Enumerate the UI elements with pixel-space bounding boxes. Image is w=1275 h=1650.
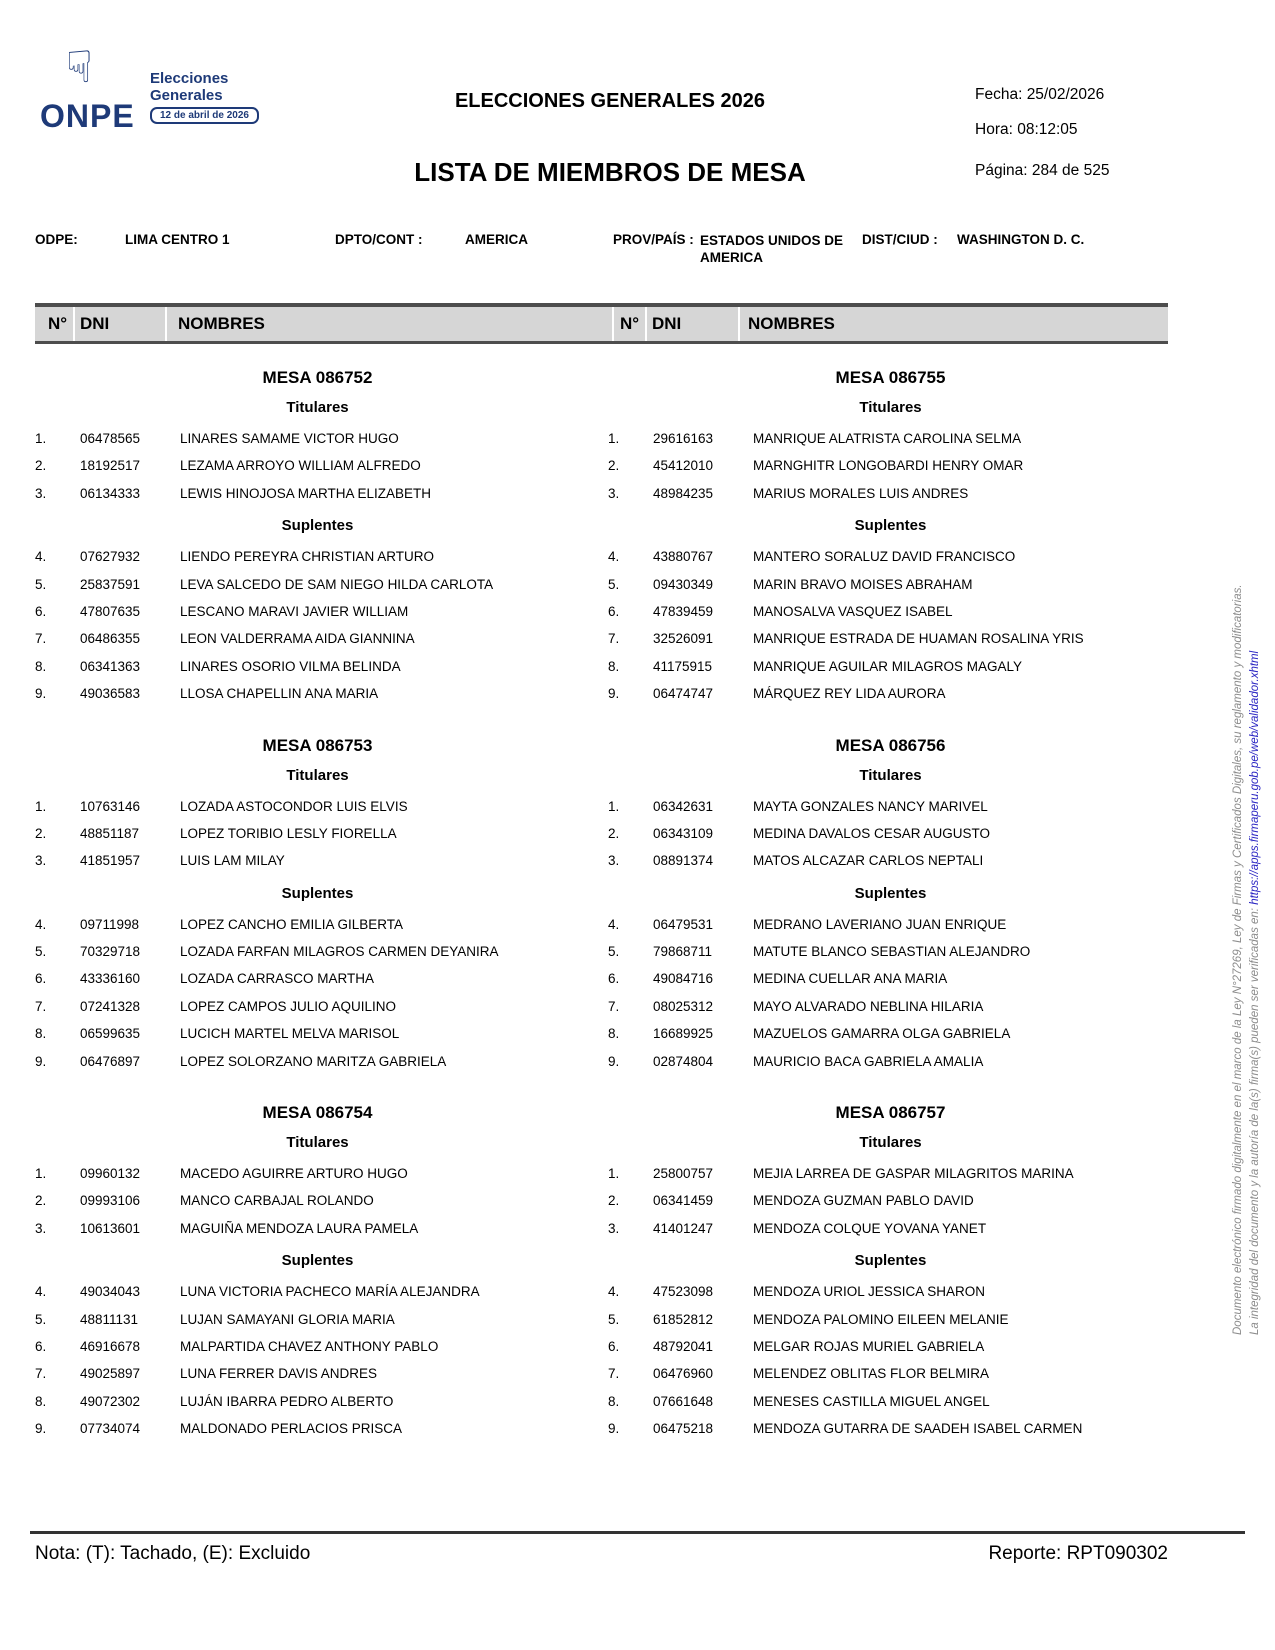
member-name: LOPEZ CAMPOS JULIO AQUILINO: [180, 998, 397, 1014]
member-num: 1.: [35, 431, 47, 446]
member-row: [35, 658, 600, 685]
member-num: 9.: [35, 686, 47, 702]
page-subtitle: LISTA DE MIEMBROS DE MESA: [414, 157, 806, 187]
member-name: MANRIQUE ALATRISTA CAROLINA SELMA: [753, 431, 1022, 446]
member-num: 5.: [608, 576, 620, 592]
member-dni: 49034043: [80, 1284, 141, 1300]
member-row: [35, 916, 600, 943]
member-name: MARNGHITR LONGOBARDI HENRY OMAR: [753, 458, 1024, 474]
member-row: [608, 998, 1173, 1025]
column-separator: [645, 307, 647, 341]
dist-label: DIST/CIUD :: [862, 232, 938, 247]
member-num: 7.: [35, 1366, 47, 1382]
member-num: 6.: [608, 603, 620, 619]
member-row: [35, 1025, 600, 1052]
odpe-value: LIMA CENTRO 1: [125, 232, 230, 247]
member-dni: 06134333: [80, 485, 141, 501]
mesa-column: [608, 352, 1173, 1448]
member-list: [35, 798, 600, 880]
member-name: MELENDEZ OBLITAS FLOR BELMIRA: [753, 1366, 990, 1382]
member-name: LOZADA ASTOCONDOR LUIS ELVIS: [180, 798, 408, 814]
member-name: MENDOZA PALOMINO EILEEN MELANIE: [753, 1311, 1009, 1327]
member-row: [608, 603, 1173, 630]
member-row: [35, 998, 600, 1025]
column-separator: [738, 307, 740, 341]
member-dni: 06476960: [653, 1366, 714, 1382]
group-label: Suplentes: [281, 1252, 354, 1270]
member-num: 2.: [608, 1193, 620, 1209]
member-name: MEJIA LARREA DE GASPAR MILAGRITOS MARINA: [753, 1166, 1074, 1182]
onpe-logo: [40, 43, 270, 140]
member-num: 2.: [35, 825, 47, 841]
member-row: [35, 1365, 600, 1392]
validator-link[interactable]: https://apps.firmaperu.gob.pe/web/validador.xhtml: [1249, 650, 1261, 905]
member-num: 4.: [35, 1284, 47, 1300]
member-num: 8.: [608, 1026, 620, 1042]
group-label: Suplentes: [854, 1252, 927, 1270]
member-dni: 02874804: [653, 1053, 714, 1069]
member-list: [35, 1165, 600, 1247]
table-header-bar: [35, 303, 1168, 344]
member-dni: 06341363: [80, 658, 141, 674]
mesa-block: [608, 736, 1173, 1081]
member-num: 9.: [35, 1053, 47, 1069]
group-label: Titulares: [859, 766, 922, 784]
member-name: LUJAN SAMAYANI GLORIA MARIA: [180, 1311, 395, 1327]
member-dni: 45412010: [653, 458, 714, 474]
odpe-label: ODPE:: [35, 232, 78, 247]
member-dni: 08891374: [653, 853, 714, 869]
member-num: 7.: [608, 998, 620, 1014]
logo-caption-line1: Elecciones: [150, 70, 229, 87]
member-dni: 10613601: [80, 1220, 141, 1236]
member-row: [608, 825, 1173, 852]
member-row: [608, 1165, 1173, 1192]
member-row: [608, 630, 1173, 657]
member-dni: 10763146: [80, 798, 141, 814]
member-num: 3.: [608, 1220, 620, 1236]
member-name: LIENDO PEREYRA CHRISTIAN ARTURO: [180, 549, 435, 565]
member-row: [35, 852, 600, 879]
member-dni: 06475218: [653, 1421, 714, 1437]
member-num: 9.: [608, 1421, 620, 1437]
member-name: LOPEZ CANCHO EMILIA GILBERTA: [180, 916, 404, 932]
column-separator: [73, 307, 75, 341]
mesa-title: MESA 086755: [835, 368, 946, 387]
member-num: 2.: [608, 825, 620, 841]
member-dni: 09711998: [80, 916, 140, 932]
member-row: [35, 430, 600, 457]
member-name: LUJÁN IBARRA PEDRO ALBERTO: [180, 1393, 394, 1409]
election-date-badge: 12 de abril de 2026: [150, 107, 259, 124]
member-row: [35, 943, 600, 970]
member-dni: 79868711: [653, 944, 713, 960]
member-list: [608, 1165, 1173, 1247]
member-name: LEWIS HINOJOSA MARTHA ELIZABETH: [180, 485, 432, 501]
member-row: [608, 798, 1173, 825]
signature-note-line2: [1249, 530, 1261, 1335]
member-row: [608, 1192, 1173, 1219]
member-row: [608, 685, 1173, 712]
member-row: [35, 630, 600, 657]
meta-fecha: Fecha: 25/02/2026: [975, 86, 1105, 103]
member-row: [608, 1365, 1173, 1392]
member-row: [35, 603, 600, 630]
member-num: 3.: [608, 853, 620, 869]
group-label: Suplentes: [281, 517, 354, 535]
mesa-title: MESA 086756: [835, 735, 946, 755]
member-list: [608, 798, 1173, 880]
member-num: 6.: [35, 603, 47, 619]
member-name: MAGUIÑA MENDOZA LAURA PAMELA: [180, 1220, 419, 1236]
member-num: 4.: [35, 916, 47, 932]
group-label: Titulares: [286, 766, 349, 784]
member-dni: 25837591: [80, 576, 141, 592]
member-dni: 09430349: [653, 576, 714, 592]
member-name: LINARES OSORIO VILMA BELINDA: [180, 658, 401, 674]
member-dni: 61852812: [653, 1311, 714, 1327]
member-num: 7.: [35, 631, 47, 647]
member-num: 7.: [35, 998, 47, 1014]
digital-signature-note: [1232, 530, 1261, 1335]
member-dni: 41401247: [653, 1220, 714, 1236]
member-num: 5.: [35, 1311, 47, 1327]
member-name: LLOSA CHAPELLIN ANA MARIA: [180, 686, 379, 702]
member-row: [35, 1311, 600, 1338]
member-row: [35, 1393, 600, 1420]
member-dni: 48792041: [653, 1338, 714, 1354]
member-row: [608, 576, 1173, 603]
member-row: [35, 576, 600, 603]
member-num: 1.: [608, 431, 620, 446]
mesa-title: MESA 086753: [262, 735, 373, 755]
member-name: MARIUS MORALES LUIS ANDRES: [753, 485, 969, 501]
member-row: [608, 1220, 1173, 1247]
member-dni: 41175915: [653, 658, 713, 674]
member-num: 1.: [35, 798, 47, 814]
dpto-value: AMERICA: [465, 232, 528, 247]
member-name: MEDINA DAVALOS CESAR AUGUSTO: [753, 825, 991, 841]
member-dni: 06474747: [653, 686, 714, 702]
member-name: MATOS ALCAZAR CARLOS NEPTALI: [753, 853, 984, 869]
column-separator: [612, 307, 614, 341]
member-list: [608, 1283, 1173, 1447]
member-num: 9.: [35, 1421, 47, 1437]
member-dni: 43880767: [653, 549, 714, 565]
member-dni: 25800757: [653, 1166, 714, 1182]
member-row: [608, 457, 1173, 484]
member-name: MEDRANO LAVERIANO JUAN ENRIQUE: [753, 916, 1007, 932]
footer-divider: [30, 1531, 1245, 1534]
member-name: LUNA FERRER DAVIS ANDRES: [180, 1366, 378, 1382]
member-num: 8.: [35, 1026, 47, 1042]
member-name: MAZUELOS GAMARRA OLGA GABRIELA: [753, 1026, 1011, 1042]
member-dni: 06342631: [653, 798, 714, 814]
member-dni: 18192517: [80, 458, 141, 474]
member-name: MATUTE BLANCO SEBASTIAN ALEJANDRO: [753, 944, 1031, 960]
member-name: MEDINA CUELLAR ANA MARIA: [753, 971, 948, 987]
dpto-label: DPTO/CONT :: [335, 232, 423, 247]
member-name: LEZAMA ARROYO WILLIAM ALFREDO: [180, 458, 421, 474]
mesa-block: [35, 736, 600, 1081]
mesa-block: [608, 1103, 1173, 1448]
member-name: MACEDO AGUIRRE ARTURO HUGO: [180, 1166, 408, 1182]
member-dni: 49084716: [653, 971, 714, 987]
col-header-nombres: NOMBRES: [178, 314, 265, 333]
member-row: [608, 943, 1173, 970]
member-name: MAURICIO BACA GABRIELA AMALIA: [753, 1053, 984, 1069]
group-label: Titulares: [286, 1134, 349, 1152]
member-list: [608, 548, 1173, 712]
member-list: [35, 916, 600, 1080]
member-name: MALDONADO PERLACIOS PRISCA: [180, 1421, 403, 1437]
member-name: LESCANO MARAVI JAVIER WILLIAM: [180, 603, 409, 619]
member-name: MANCO CARBAJAL ROLANDO: [180, 1193, 374, 1209]
group-label: Suplentes: [854, 884, 927, 902]
member-name: MANRIQUE ESTRADA DE HUAMAN ROSALINA YRIS: [753, 631, 1084, 647]
dist-value: WASHINGTON D. C.: [957, 232, 1085, 247]
member-row: [35, 1338, 600, 1365]
member-name: MENDOZA GUTARRA DE SAADEH ISABEL CARMEN: [753, 1421, 1083, 1437]
member-row: [608, 1283, 1173, 1310]
member-name: LUCICH MARTEL MELVA MARISOL: [180, 1026, 400, 1042]
member-num: 1.: [608, 798, 620, 814]
member-num: 8.: [35, 658, 47, 674]
member-num: 9.: [608, 1053, 620, 1069]
member-name: MANRIQUE AGUILAR MILAGROS MAGALY: [753, 658, 1023, 674]
member-list: [35, 548, 600, 712]
member-row: [608, 1420, 1173, 1447]
member-dni: 06479531: [653, 916, 714, 932]
logo-caption-line2: Generales: [150, 87, 223, 104]
member-dni: 47839459: [653, 603, 714, 619]
member-row: [608, 430, 1173, 457]
hand-vote-icon: ☟: [66, 43, 93, 92]
footer-report: Reporte: RPT090302: [988, 1543, 1168, 1564]
member-dni: 48811131: [80, 1311, 139, 1327]
member-row: [608, 1311, 1173, 1338]
member-dni: 07627932: [80, 549, 141, 565]
footer-note: Nota: (T): Tachado, (E): Excluido: [35, 1543, 311, 1564]
member-row: [35, 1420, 600, 1447]
mesa-block: [35, 1103, 600, 1448]
member-num: 6.: [608, 971, 620, 987]
member-row: [35, 825, 600, 852]
member-row: [608, 548, 1173, 575]
member-row: [608, 852, 1173, 879]
member-dni: 09993106: [80, 1193, 141, 1209]
member-dni: 48984235: [653, 485, 714, 501]
signature-note-line2-text: La integridad del documento y la autoría de la(s) firma(s) pueden ser verificadas en:: [1249, 904, 1261, 1335]
member-name: MENESES CASTILLA MIGUEL ANGEL: [753, 1393, 990, 1409]
member-num: 4.: [35, 549, 47, 565]
member-name: MÁRQUEZ REY LIDA AURORA: [753, 686, 946, 702]
member-dni: 06599635: [80, 1026, 141, 1042]
member-row: [35, 1165, 600, 1192]
member-dni: 49072302: [80, 1393, 141, 1409]
col-header-dni: DNI: [652, 314, 682, 333]
member-num: 5.: [608, 944, 620, 960]
member-name: LEVA SALCEDO DE SAM NIEGO HILDA CARLOTA: [180, 576, 494, 592]
member-dni: 41851957: [80, 853, 141, 869]
member-dni: 29616163: [653, 431, 714, 446]
member-num: 9.: [608, 686, 620, 702]
group-label: Suplentes: [281, 884, 354, 902]
page-title: ELECCIONES GENERALES 2026: [454, 90, 766, 112]
mesa-title: MESA 086752: [262, 368, 373, 387]
member-list: [35, 1283, 600, 1447]
member-dni: 06486355: [80, 631, 141, 647]
col-header-dni: DNI: [80, 314, 110, 333]
member-row: [35, 457, 600, 484]
member-row: [35, 548, 600, 575]
member-num: 8.: [608, 1393, 620, 1409]
member-name: LUNA VICTORIA PACHECO MARÍA ALEJANDRA: [180, 1284, 480, 1300]
member-num: 3.: [35, 485, 47, 501]
member-num: 1.: [608, 1166, 620, 1182]
member-dni: 47807635: [80, 603, 141, 619]
member-num: 7.: [608, 1366, 620, 1382]
member-row: [35, 970, 600, 997]
member-num: 3.: [608, 485, 620, 501]
member-name: MAYO ALVARADO NEBLINA HILARIA: [753, 998, 984, 1014]
member-name: MAYTA GONZALES NANCY MARIVEL: [753, 798, 988, 814]
member-dni: 07661648: [653, 1393, 714, 1409]
meta-hora: Hora: 08:12:05: [975, 121, 1078, 138]
member-row: [608, 1338, 1173, 1365]
member-name: LEON VALDERRAMA AIDA GIANNINA: [180, 631, 415, 647]
column-separator: [165, 307, 167, 341]
member-name: MALPARTIDA CHAVEZ ANTHONY PABLO: [180, 1338, 439, 1354]
prov-value: ESTADOS UNIDOS DE AMERICA: [700, 233, 844, 265]
member-num: 5.: [35, 576, 47, 592]
member-num: 3.: [35, 1220, 47, 1236]
member-row: [35, 1053, 600, 1080]
member-dni: 49036583: [80, 686, 141, 702]
member-name: MARIN BRAVO MOISES ABRAHAM: [753, 576, 973, 592]
col-header-num: N°: [48, 314, 68, 333]
member-row: [35, 685, 600, 712]
mesa-column: [35, 352, 600, 1448]
member-dni: 16689925: [653, 1026, 714, 1042]
member-dni: 06341459: [653, 1193, 714, 1209]
member-dni: 48851187: [80, 825, 140, 841]
member-row: [608, 1053, 1173, 1080]
member-dni: 70329718: [80, 944, 141, 960]
mesa-title: MESA 086754: [262, 1103, 373, 1123]
mesa-block: [608, 368, 1173, 713]
member-row: [35, 485, 600, 512]
col-header-nombres: NOMBRES: [748, 314, 835, 333]
member-row: [608, 970, 1173, 997]
member-dni: 06476897: [80, 1053, 141, 1069]
member-row: [608, 658, 1173, 685]
member-name: LUIS LAM MILAY: [180, 853, 285, 869]
member-num: 6.: [35, 1338, 47, 1354]
member-name: MENDOZA GUZMAN PABLO DAVID: [753, 1193, 974, 1209]
member-name: LOZADA FARFAN MILAGROS CARMEN DEYANIRA: [180, 944, 499, 960]
prov-label: PROV/PAÍS :: [613, 232, 694, 247]
onpe-logo-text: ONPE: [40, 98, 135, 134]
member-dni: 06343109: [653, 825, 714, 841]
member-row: [35, 1220, 600, 1247]
group-label: Suplentes: [854, 517, 927, 535]
member-num: 8.: [35, 1393, 47, 1409]
member-name: LOPEZ TORIBIO LESLY FIORELLA: [180, 825, 397, 841]
member-name: LOPEZ SOLORZANO MARITZA GABRIELA: [180, 1053, 447, 1069]
member-num: 4.: [608, 1284, 620, 1300]
member-name: MELGAR ROJAS MURIEL GABRIELA: [753, 1338, 985, 1354]
member-num: 5.: [608, 1311, 620, 1327]
member-dni: 07241328: [80, 998, 141, 1014]
member-name: MENDOZA COLQUE YOVANA YANET: [753, 1220, 987, 1236]
member-row: [35, 1192, 600, 1219]
member-dni: 43336160: [80, 971, 141, 987]
member-dni: 07734074: [80, 1421, 141, 1437]
member-num: 2.: [35, 1193, 47, 1209]
member-name: LINARES SAMAME VICTOR HUGO: [180, 431, 399, 446]
member-num: 2.: [35, 458, 47, 474]
member-row: [608, 1025, 1173, 1052]
member-list: [608, 916, 1173, 1080]
member-num: 4.: [608, 916, 620, 932]
member-list: [35, 430, 600, 512]
group-label: Titulares: [859, 1134, 922, 1152]
member-num: 2.: [608, 458, 620, 474]
member-num: 3.: [35, 853, 47, 869]
member-row: [35, 798, 600, 825]
member-dni: 32526091: [653, 631, 714, 647]
member-num: 6.: [608, 1338, 620, 1354]
member-name: MANOSALVA VASQUEZ ISABEL: [753, 603, 953, 619]
member-dni: 08025312: [653, 998, 714, 1014]
member-name: MANTERO SORALUZ DAVID FRANCISCO: [753, 549, 1016, 565]
member-name: MENDOZA URIOL JESSICA SHARON: [753, 1284, 986, 1300]
member-name: LOZADA CARRASCO MARTHA: [180, 971, 375, 987]
member-row: [608, 1393, 1173, 1420]
member-num: 1.: [35, 1166, 47, 1182]
member-dni: 06478565: [80, 431, 141, 446]
meta-pagina: Página: 284 de 525: [975, 162, 1110, 179]
member-row: [608, 916, 1173, 943]
member-list: [608, 430, 1173, 512]
col-header-num: N°: [620, 314, 640, 333]
member-num: 5.: [35, 944, 47, 960]
signature-note-line1: Documento electrónico firmado digitalmente en el marco de la Ley N°27269, Ley de Firmas y Certificados Digitales, su reglamento y modificatorias.: [1232, 584, 1244, 1335]
member-row: [608, 485, 1173, 512]
member-dni: 46916678: [80, 1338, 141, 1354]
mesa-title: MESA 086757: [835, 1103, 946, 1123]
group-label: Titulares: [859, 399, 922, 416]
member-dni: 49025897: [80, 1366, 141, 1382]
member-num: 7.: [608, 631, 620, 647]
member-num: 6.: [35, 971, 47, 987]
group-label: Titulares: [286, 399, 349, 416]
member-row: [35, 1283, 600, 1310]
member-dni: 09960132: [80, 1166, 141, 1182]
member-num: 8.: [608, 658, 620, 674]
member-num: 4.: [608, 549, 620, 565]
mesa-block: [35, 368, 600, 713]
member-dni: 47523098: [653, 1284, 714, 1300]
